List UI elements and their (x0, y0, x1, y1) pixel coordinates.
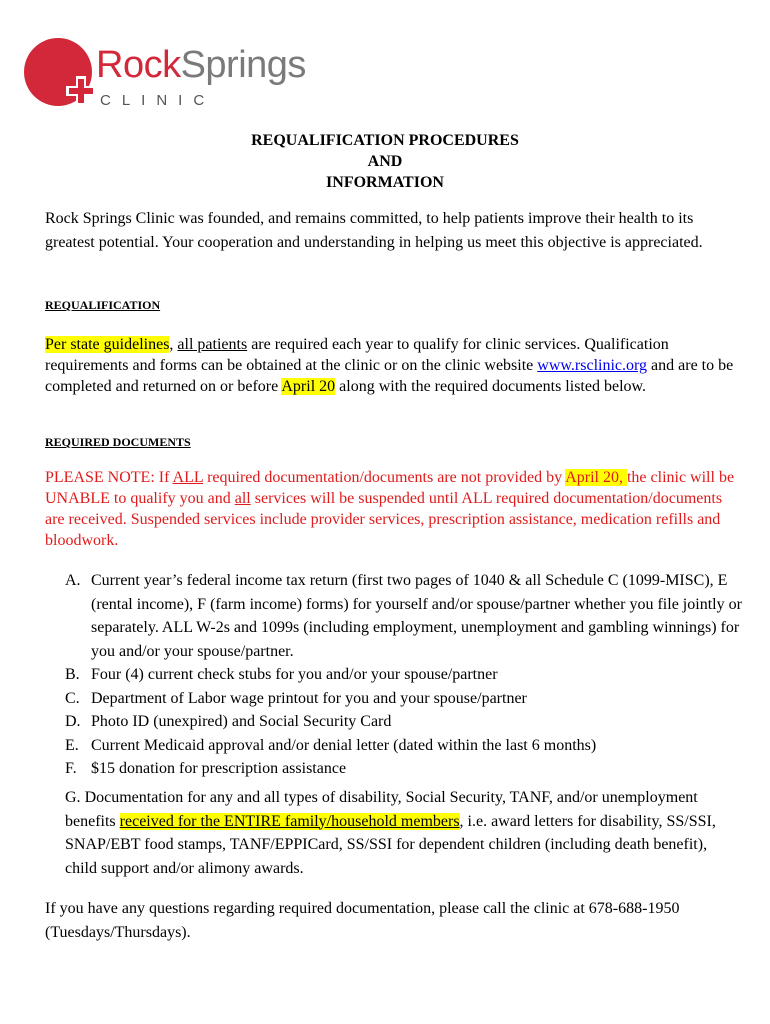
clinic-logo (22, 36, 322, 116)
requalification-heading: REQUALIFICATION (45, 298, 161, 312)
required-documents-list (65, 569, 745, 781)
deadline-highlight: April 20 (281, 378, 336, 395)
list-item-g: G. Documentation for any and all types of disability, Social Security, TANF, and/or unemployment benefits received for the ENTIRE family/household members, i.e. award letters for disability, SS/SSI, SNAP/EBT food stamps, TANF/EPPICard, SS/SSI for dependent children (including death benefit), child support and/or alimony awards. (65, 789, 716, 877)
title-line-3: INFORMATION (326, 174, 444, 191)
clinic-brand-subtitle: CLINIC (100, 92, 216, 109)
state-guidelines-highlight: Per state guidelines (45, 336, 170, 353)
household-members-highlight: received for the ENTIRE family/household members (119, 812, 460, 830)
list-item: F. $15 donation for prescription assistance (65, 760, 347, 777)
note-deadline-highlight: April 20, (565, 469, 627, 486)
list-item: D. Photo ID (unexpired) and Social Security Card (65, 713, 392, 730)
clinic-website-link[interactable]: www.rsclinic.org (537, 357, 648, 374)
list-item: A. Current year’s federal income tax return (first two pages of 1040 & all Schedule C (1099-MISC), E (rental income), F (farm income) forms) for yourself and/or spouse/partner whether you file jointly or separately. ALL W-2s and 1099s (including employment, unemployment and gambling winnings) for you and/or your spouse/partner. (65, 572, 742, 660)
please-note-paragraph: PLEASE NOTE: If ALL required documentation/documents are not provided by April 20, the clinic will be UNABLE to qualify you and all services will be suspended until ALL required documentation/documents are received. Suspended services include provider services, prescription assistance, medication refills and bloodwork. (45, 469, 735, 549)
clinic-brand-name: RockSprings (96, 44, 306, 86)
page-title (0, 130, 770, 193)
intro-paragraph: Rock Springs Clinic was founded, and remains committed, to help patients improve their health to its greatest potential. Your cooperation and understanding in helping us meet this objective is appreciated. (45, 210, 703, 251)
title-line-2: AND (367, 153, 403, 170)
title-line-1: REQUALIFICATION PROCEDURES (251, 132, 519, 149)
requalification-paragraph: Per state guidelines, all patients are required each year to qualify for clinic services. Qualification requirements and forms can be obtained at the clinic or on the clinic website www.rsclinic.org and are to be completed and returned on or before April 20 along with the required documents listed below. (45, 336, 734, 395)
list-item: B. Four (4) current check stubs for you and/or your spouse/partner (65, 666, 498, 683)
clinic-logo-icon (22, 36, 102, 116)
list-item: E. Current Medicaid approval and/or denial letter (dated within the last 6 months) (65, 736, 597, 754)
all-patients-text: all patients (177, 336, 248, 353)
required-documents-heading: REQUIRED DOCUMENTS (45, 435, 191, 449)
closing-paragraph: If you have any questions regarding required documentation, please call the clinic at 678-688-1950 (Tuesdays/Thursdays). (45, 900, 680, 941)
list-item: C. Department of Labor wage printout for you and your spouse/partner (65, 689, 527, 707)
